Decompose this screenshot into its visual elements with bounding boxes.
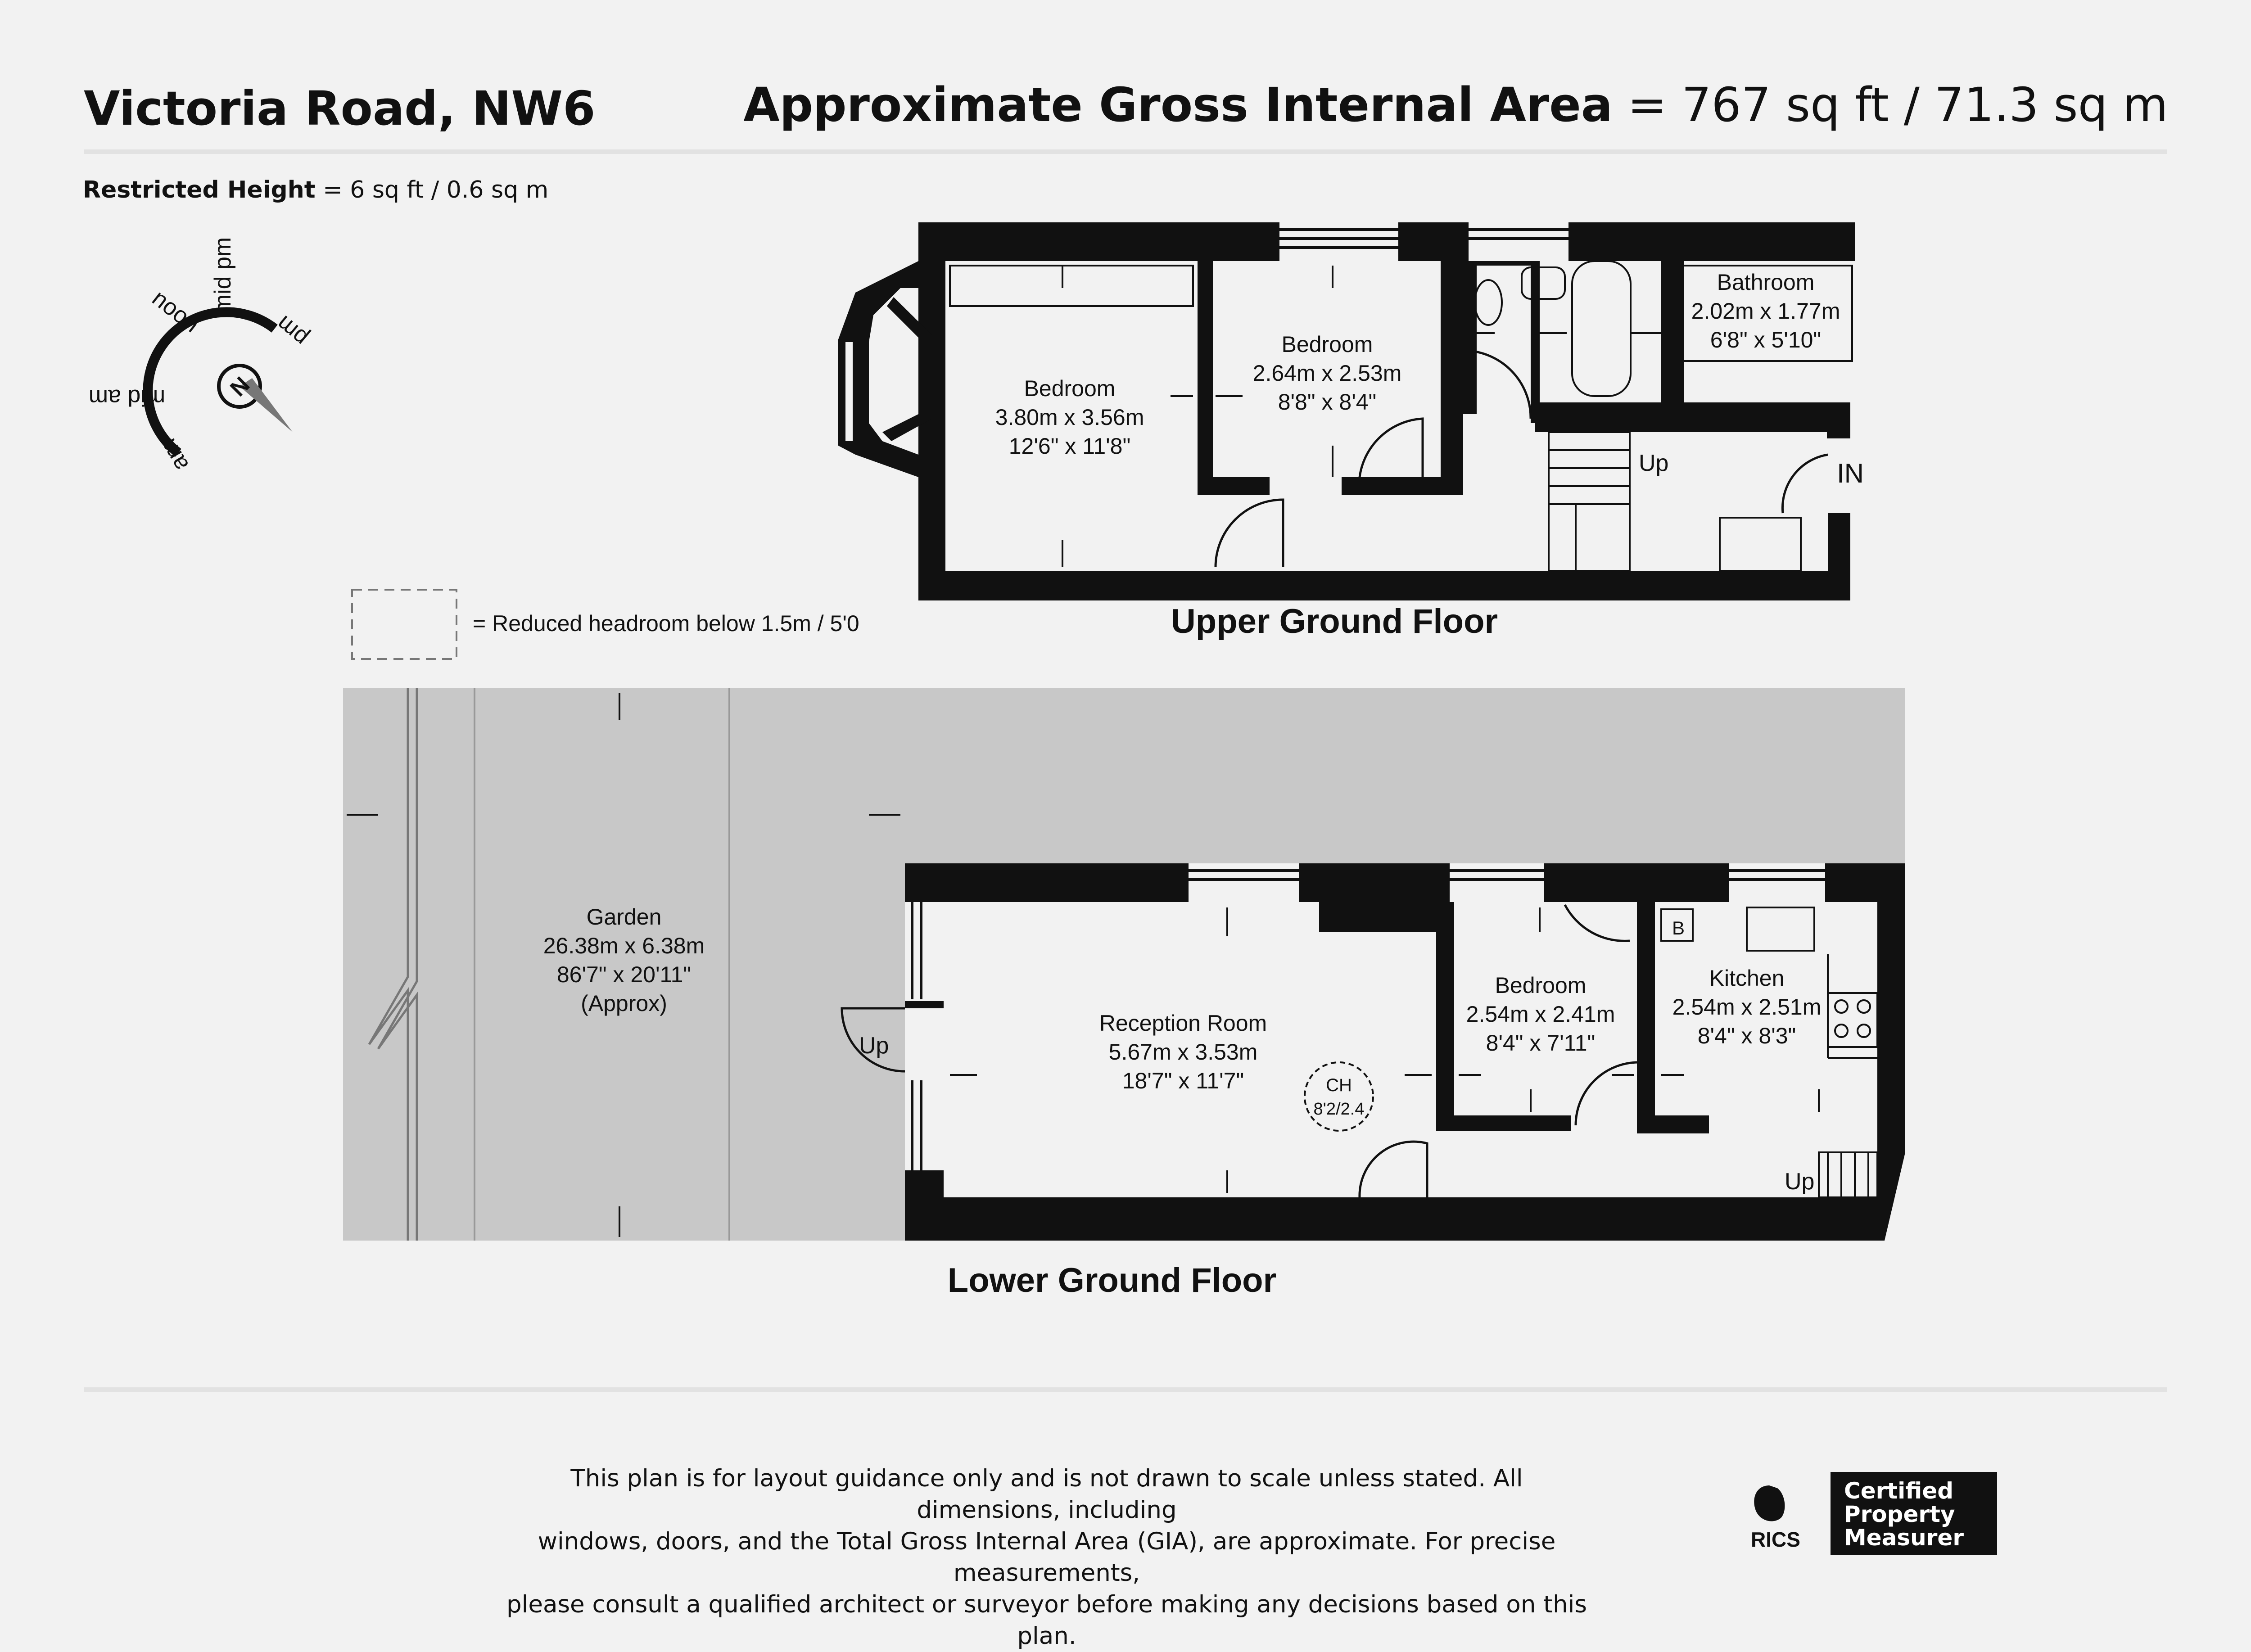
disclaimer-line: please consult a qualified architect or surveyor before making any decisions based on this plan. xyxy=(506,1591,1587,1650)
ceiling-height-value: 8'2/2.4 xyxy=(1313,1100,1365,1119)
lower-ground-floor xyxy=(343,688,1905,1300)
page-title: Victoria Road, NW6 xyxy=(84,81,596,136)
wall xyxy=(1436,902,1454,1129)
room-metric: 3.80m x 3.56m xyxy=(995,405,1144,430)
garden-metric: 26.38m x 6.38m xyxy=(543,933,705,958)
room-imperial: 6'8" x 5'10" xyxy=(1710,327,1822,352)
room-name: Bedroom xyxy=(1495,973,1587,998)
door xyxy=(1216,500,1283,567)
garden-name: Garden xyxy=(586,904,662,930)
compass-label-mid-pm: mid pm xyxy=(210,237,236,314)
room-name: Reception Room xyxy=(1099,1011,1267,1036)
door xyxy=(1472,351,1531,419)
wall xyxy=(1531,261,1540,423)
wall xyxy=(1828,513,1832,600)
rics-label: RICS xyxy=(1751,1528,1800,1551)
window xyxy=(1189,863,1299,902)
upper-stairs-label: Up xyxy=(1639,450,1669,476)
room-name: Bathroom xyxy=(1717,270,1815,295)
wall xyxy=(918,571,1832,600)
chimney-breast xyxy=(1319,902,1436,932)
window xyxy=(1450,863,1544,902)
upper-floor-title: Upper Ground Floor xyxy=(1171,602,1498,641)
wall xyxy=(1463,261,1535,266)
room-metric: 5.67m x 3.53m xyxy=(1108,1039,1258,1065)
disclaimer xyxy=(495,1463,1598,1652)
wall xyxy=(1661,222,1684,402)
room-metric: 2.02m x 1.77m xyxy=(1691,298,1840,324)
compass-north: N xyxy=(225,372,255,402)
room-name: Bedroom xyxy=(1024,376,1116,401)
door xyxy=(1360,419,1423,477)
reduced-headroom-swatch xyxy=(352,590,457,659)
bathroom-fixtures xyxy=(1475,261,1631,396)
upper-stairs xyxy=(1549,432,1630,571)
wall xyxy=(1832,513,1850,600)
lower-stairs-label: Up xyxy=(1785,1169,1815,1195)
room-name: Kitchen xyxy=(1709,966,1785,991)
garden-stairs-label: Up xyxy=(859,1033,889,1059)
room-metric: 2.54m x 2.51m xyxy=(1672,994,1822,1020)
area-label: Approximate Gross Internal Area xyxy=(743,77,1613,132)
compass-label-am: am xyxy=(155,434,194,476)
disclaimer-line: This plan is for layout guidance only and is not drawn to scale unless stated. All dimensions, including xyxy=(570,1465,1523,1524)
room-imperial: 8'8" x 8'4" xyxy=(1278,389,1377,415)
compass-arc xyxy=(148,312,275,453)
area-value: = 767 sq ft / 71.3 sq m xyxy=(1627,77,2168,132)
compass xyxy=(89,237,313,476)
garden-imperial: 86'7" x 20'11" xyxy=(556,962,692,987)
disclaimer-line: windows, doors, and the Total Gross Internal Area (GIA), are approximate. For precise measurements, xyxy=(538,1528,1556,1587)
lower-floor-title: Lower Ground Floor xyxy=(947,1261,1277,1300)
window xyxy=(1469,222,1568,261)
compass-label-noon: noon xyxy=(147,285,204,338)
wall xyxy=(1877,863,1905,1133)
wall xyxy=(1198,261,1213,495)
room-metric: 2.64m x 2.53m xyxy=(1252,361,1402,386)
room-imperial: 12'6" x 11'8" xyxy=(1008,433,1131,459)
compass-label-pm: pm xyxy=(271,310,313,352)
wall xyxy=(1637,863,1655,1133)
room-name: Bedroom xyxy=(1281,332,1373,357)
room-imperial: 8'4" x 7'11" xyxy=(1486,1030,1596,1056)
reduced-headroom-legend: = Reduced headroom below 1.5m / 5'0 xyxy=(473,611,859,636)
entrance-door xyxy=(1782,455,1828,513)
wall xyxy=(1441,261,1463,495)
room-imperial: 18'7" x 11'7" xyxy=(1122,1068,1244,1093)
wall xyxy=(1436,1115,1571,1131)
garden-note: (Approx) xyxy=(581,991,667,1016)
wall xyxy=(1827,402,1850,438)
badge-line: Measurer xyxy=(1844,1525,1964,1551)
boiler-label: B xyxy=(1672,917,1685,939)
wall xyxy=(1637,1115,1709,1133)
wall xyxy=(1535,402,1850,432)
certified-measurer-badge xyxy=(1831,1472,1997,1555)
footer-divider xyxy=(84,1387,2167,1392)
window xyxy=(1279,222,1398,261)
ceiling-height-label: CH xyxy=(1326,1075,1352,1095)
rics-logo xyxy=(1751,1485,1800,1551)
window xyxy=(1729,863,1825,902)
wall xyxy=(1153,1197,1432,1202)
entry-label: IN xyxy=(1837,458,1864,488)
restricted-value: = 6 sq ft / 0.6 sq m xyxy=(323,176,549,203)
room-imperial: 8'4" x 8'3" xyxy=(1697,1023,1796,1048)
room-metric: 2.54m x 2.41m xyxy=(1466,1002,1615,1027)
wall xyxy=(1463,261,1477,414)
restricted-label: Restricted Height xyxy=(83,176,316,203)
badge-line: Certified xyxy=(1844,1478,1954,1504)
compass-label-mid-am: mid am xyxy=(88,384,166,411)
wall xyxy=(1198,477,1270,495)
upper-ground-floor xyxy=(838,222,1864,641)
badge-line: Property xyxy=(1844,1501,1955,1527)
wall xyxy=(905,1197,1885,1241)
